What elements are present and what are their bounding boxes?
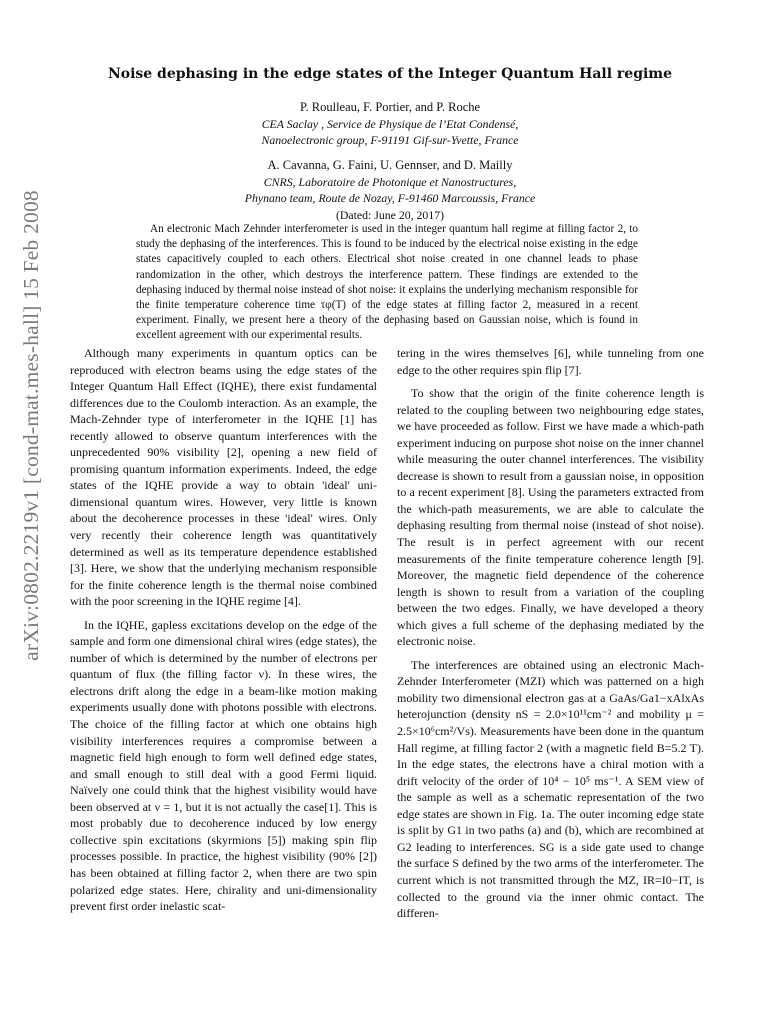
- arxiv-identifier: arXiv:0802.2219v1 [cond-mat.mes-hall] 15 Feb 2008: [18, 189, 43, 661]
- paragraph: The interferences are obtained using an electronic Mach-Zehnder Interferometer (MZI) which was patterned on a high mobility two dimensional electron gas at a GaAs/Ga1−xAlxAs heterojunction (density nS = 2.0×10¹¹cm⁻² and mobility μ = 2.5×10⁶cm²/Vs). Measurements have been done in the quantum Hall regime, at filling factor 2 (with a magnetic field B=5.2 T). In the edge states, the electrons have a chiral motion with a drift velocity of the order of 10⁴ − 10⁵ ms⁻¹. A SEM view of the sample as well as a schematic representation of the two edge states are shown in Fig. 1a. The outer incoming edge state is split by G1 in two paths (a) and (b), which are recombined at G2 leading to interferences. SG is a side gate used to change the surface S defined by the two arms of the interferometer. The current which is not transmitted through the MZ, IR=I0−IT, is collected to the ground via the inner ohmic contact. The differen-: [397, 657, 705, 921]
- paragraph: tering in the wires themselves [6], while tunneling from one edge to the other requires spin flip [7].: [397, 346, 704, 377]
- abstract: An electronic Mach Zehnder interferometer is used in the integer quantum hall regime at filling factor 2, to study the dephasing of the interferences. This is found to be induced by the electrical noise existing in the edge states capacitively coupled to each others. Electrical shot noise created in one channel leads to phase randomization in the other, which destroys the interference pattern. These findings are extended to the dephasing induced by thermal noise instead of shot noise: it explains the underlying mechanism responsible for the finite temperature coherence time τφ(T) of the edge states at filling factor 2, measured in a recent experiment. Finally, we present here a theory of the dephasing based on Gaussian noise, which is found in excellent agreement with our experimental results.: [136, 223, 638, 342]
- author-names: P. Roulleau, F. Portier, and P. Roche: [299, 100, 481, 114]
- right-column: [397, 345, 704, 929]
- author-affiliation: Phynano team, Route de Nozay, F-91460 Marcoussis, France: [244, 191, 536, 205]
- author-block-1: [140, 99, 640, 149]
- author-block-2: [140, 157, 640, 223]
- paragraph: To show that the origin of the finite coherence length is related to the coupling between two neighbouring edge states, we have proceeded as follow. First we have made a which-path experiment inducing on purpose shot noise on the inner channel while measuring the outer channel interferences. The visibility decrease is shown to result from a gaussian noise, in opposition to a recent experiment [8]. Using the parameters extracted from the which-path measurements, we are able to calculate the dephasing resulting from thermal noise (instead of shot noise). The result is in perfect agreement with our recent measurements of the finite temperature coherence length [9]. Moreover, the magnetic field dependence of the coherence length is shown to result from a variation of the coupling between the two edges. Finally, we have developed a theory which gives a full scheme of the dephasing mediated by the electronic noise.: [397, 386, 704, 649]
- left-column: [70, 345, 377, 922]
- author-affiliation: CEA Saclay , Service de Physique de l’Etat Condensé,: [261, 116, 519, 131]
- author-affiliation: Nanoelectronic group, F-91191 Gif-sur-Yvette, France: [261, 133, 519, 147]
- arxiv-sidebar-stamp: [14, 189, 48, 661]
- paragraph: In the IQHE, gapless excitations develop on the edge of the sample and form one dimensional chiral wires (edge states), the number of which is determined by the number of electrons per quantum of flux (the filling factor ν). In these wires, the electrons drift along the edge in a beam-like motion making experiments usually done with photons possible with electrons. The choice of the filling factor at which one obtains high visibility interferences requires a compromise between a magnetic field high enough to form well defined edge states, and small enough to still deal with a good Fermi liquid. Naïvely one could think that the highest visibility would have been observed at ν = 1, but it is not actually the case[1]. This is most probably due to decoherence induced by low energy collective spin excitations (skyrmions [5]) making spin flip processes possible. In practice, the highest visibility (90% [2]) has been obtained at filling factor 2, when there are two spin polarized edge states. Here, chirality and uni-dimensionality prevent first order inelastic scat-: [70, 617, 377, 914]
- author-names: A. Cavanna, G. Faini, U. Gennser, and D. Mailly: [267, 158, 513, 172]
- paper-title: Noise dephasing in the edge states of the Integer Quantum Hall regime: [107, 66, 673, 82]
- paragraph: Although many experiments in quantum optics can be reproduced with electron beams using the edge states of the Integer Quantum Hall Effect (IQHE), there exist fundamental differences due to the Coulomb interaction. As an example, the Mach-Zehnder type of interferometer in the IQHE [1] has recently allowed to observe quantum interferences with the unprecedented 90% visibility [2], opening a new field of promising quantum information experiments. Indeed, the edge states of the IQHE provide a way to obtain 'ideal' uni-dimensional quantum wires. However, very little is known about the decoherence processes in these 'ideal' wires. Only very recently their coherence length was quantitatively determined as well as its temperature dependence established [3]. Here, we show that the underlying mechanism responsible for the finite coherence length is the thermal noise combined with the poor screening in the IQHE regime [4].: [70, 346, 377, 609]
- author-affiliation: CNRS, Laboratoire de Photonique et Nanostructures,: [263, 174, 517, 189]
- dated-line: (Dated: June 20, 2017): [335, 207, 445, 222]
